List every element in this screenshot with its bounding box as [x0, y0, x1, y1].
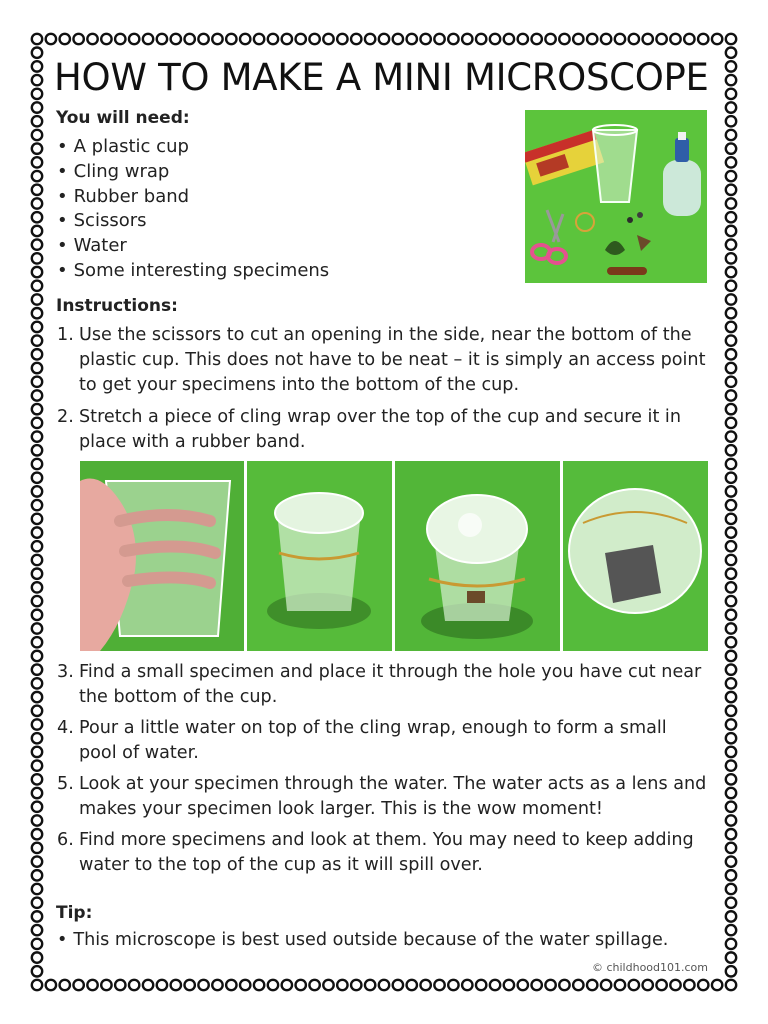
border-ring [32, 143, 42, 153]
border-ring [726, 856, 736, 866]
border-ring [282, 34, 292, 44]
border-ring [379, 34, 389, 44]
border-ring [226, 34, 236, 44]
border-ring [726, 692, 736, 702]
border-ring [60, 980, 70, 990]
border-ring [684, 34, 694, 44]
border-ring [32, 733, 42, 743]
border-ring [254, 34, 264, 44]
border-ring [268, 34, 278, 44]
border-ring [365, 34, 375, 44]
border-ring [462, 34, 472, 44]
tip-heading: Tip: [56, 903, 93, 923]
border-ring [559, 980, 569, 990]
border-ring [407, 34, 417, 44]
border-ring [32, 322, 42, 332]
border-ring [726, 966, 736, 976]
border-ring [129, 34, 139, 44]
border-ring [32, 980, 42, 990]
list-item [57, 828, 709, 878]
border-ring [32, 61, 42, 71]
border-ring [726, 267, 736, 277]
border-ring [601, 980, 611, 990]
border-ring [129, 980, 139, 990]
steps-list-a [57, 323, 709, 455]
border-ring [323, 980, 333, 990]
border-ring [712, 34, 722, 44]
border-ring [379, 980, 389, 990]
border-ring [87, 34, 97, 44]
step-number: 6. [57, 830, 74, 850]
rubber-band-photo [395, 461, 560, 651]
border-ring [73, 34, 83, 44]
border-ring [32, 349, 42, 359]
border-ring [476, 980, 486, 990]
border-ring [32, 541, 42, 551]
border-ring [32, 966, 42, 976]
border-ring [351, 34, 361, 44]
border-ring [32, 802, 42, 812]
border-ring [726, 171, 736, 181]
border-ring [32, 637, 42, 647]
border-ring [726, 815, 736, 825]
border-ring [32, 226, 42, 236]
border-ring [531, 34, 541, 44]
border-ring [726, 829, 736, 839]
border-ring [726, 582, 736, 592]
border-ring [32, 239, 42, 249]
border-ring [518, 980, 528, 990]
border-ring [448, 980, 458, 990]
border-ring [726, 898, 736, 908]
step-text: Find a small specimen and place it through the hole you have cut near the bottom of the cup. [79, 662, 702, 707]
border-ring [726, 48, 736, 58]
border-ring [32, 788, 42, 798]
border-ring [87, 980, 97, 990]
border-ring [629, 980, 639, 990]
border-ring [32, 815, 42, 825]
border-ring [32, 568, 42, 578]
border-ring [32, 527, 42, 537]
border-ring [726, 198, 736, 208]
border-ring [32, 514, 42, 524]
border-ring [143, 34, 153, 44]
border-ring [726, 34, 736, 44]
border-ring [268, 980, 278, 990]
list-item [57, 660, 709, 710]
list-item: • Rubber band [57, 185, 329, 210]
border-ring [726, 939, 736, 949]
border-ring [726, 623, 736, 633]
steps-list-b [57, 660, 709, 878]
border-ring [726, 500, 736, 510]
border-ring [32, 75, 42, 85]
border-ring [32, 171, 42, 181]
border-ring [726, 226, 736, 236]
border-ring [726, 253, 736, 263]
border-ring [32, 431, 42, 441]
border-ring [726, 418, 736, 428]
border-ring [726, 185, 736, 195]
list-item: • Water [57, 234, 329, 259]
border-ring [726, 335, 736, 345]
border-ring [434, 34, 444, 44]
border-ring [504, 34, 514, 44]
border-ring [32, 486, 42, 496]
border-ring [726, 75, 736, 85]
step-text: Pour a little water on top of the cling wrap, enough to form a small pool of water. [79, 718, 667, 763]
border-ring [726, 760, 736, 770]
border-ring [32, 939, 42, 949]
border-ring [46, 980, 56, 990]
border-ring [462, 980, 472, 990]
border-ring [726, 514, 736, 524]
border-ring [32, 335, 42, 345]
border-ring [726, 719, 736, 729]
border-ring [157, 980, 167, 990]
border-ring [254, 980, 264, 990]
border-ring [32, 377, 42, 387]
border-ring [726, 774, 736, 784]
border-ring [726, 281, 736, 291]
step-text: Find more specimens and look at them. You may need to keep adding water to the top of the cup as it will spill over. [79, 830, 694, 875]
border-ring [726, 568, 736, 578]
border-ring [587, 980, 597, 990]
list-item [57, 772, 709, 822]
border-ring [32, 898, 42, 908]
border-ring [726, 116, 736, 126]
border-ring [601, 34, 611, 44]
border-ring [212, 34, 222, 44]
border-ring [726, 445, 736, 455]
border-ring [643, 34, 653, 44]
border-ring [240, 34, 250, 44]
border-ring [656, 980, 666, 990]
list-item: • Cling wrap [57, 160, 329, 185]
border-ring [726, 239, 736, 249]
border-ring [726, 61, 736, 71]
border-ring [32, 623, 42, 633]
border-ring [73, 980, 83, 990]
border-ring [726, 678, 736, 688]
border-ring [726, 486, 736, 496]
border-ring [559, 34, 569, 44]
page-title: HOW TO MAKE A MINI MICROSCOPE [54, 56, 709, 99]
border-ring [32, 582, 42, 592]
step-number: 1. [57, 325, 74, 345]
materials-heading: You will need: [56, 108, 190, 128]
border-ring [726, 664, 736, 674]
border-ring [115, 980, 125, 990]
border-ring [726, 431, 736, 441]
border-ring [32, 116, 42, 126]
border-ring [46, 34, 56, 44]
border-ring [157, 34, 167, 44]
border-ring [337, 980, 347, 990]
border-ring [726, 925, 736, 935]
list-item: • Some interesting specimens [57, 259, 329, 284]
border-ring [32, 473, 42, 483]
border-ring [726, 322, 736, 332]
border-ring [337, 34, 347, 44]
border-ring [726, 308, 736, 318]
border-ring [726, 377, 736, 387]
border-ring [212, 980, 222, 990]
border-ring [726, 473, 736, 483]
step-number: 2. [57, 407, 74, 427]
border-ring [615, 980, 625, 990]
border-ring [726, 884, 736, 894]
border-ring [726, 637, 736, 647]
border-ring [32, 706, 42, 716]
materials-list [57, 135, 329, 284]
border-ring [32, 34, 42, 44]
list-item [57, 323, 709, 398]
border-ring [351, 980, 361, 990]
border-ring [504, 980, 514, 990]
border-ring [726, 541, 736, 551]
list-item [57, 716, 709, 766]
border-ring [643, 980, 653, 990]
border-ring [726, 596, 736, 606]
border-ring [365, 980, 375, 990]
border-ring [32, 48, 42, 58]
border-ring [518, 34, 528, 44]
tip-text: • This microscope is best used outside because of the water spillage. [57, 930, 668, 950]
border-ring [573, 980, 583, 990]
border-ring [726, 363, 736, 373]
border-ring [240, 980, 250, 990]
border-ring [32, 130, 42, 140]
border-ring [726, 527, 736, 537]
step-number: 3. [57, 662, 74, 682]
border-ring [726, 870, 736, 880]
step-text: Stretch a piece of cling wrap over the top of the cup and secure it in place with a rubber band. [79, 407, 681, 452]
border-ring [32, 870, 42, 880]
border-ring [726, 212, 736, 222]
border-ring [726, 843, 736, 853]
border-ring [726, 706, 736, 716]
border-ring [101, 34, 111, 44]
border-ring [712, 980, 722, 990]
border-ring [726, 349, 736, 359]
border-ring [698, 34, 708, 44]
border-ring [32, 952, 42, 962]
border-ring [726, 294, 736, 304]
border-ring [726, 651, 736, 661]
border-ring [698, 980, 708, 990]
border-ring [32, 610, 42, 620]
border-ring [726, 788, 736, 798]
border-ring [545, 34, 555, 44]
border-ring [726, 747, 736, 757]
border-ring [32, 678, 42, 688]
border-ring [32, 596, 42, 606]
border-ring [670, 34, 680, 44]
border-ring [143, 980, 153, 990]
border-ring [726, 157, 736, 167]
border-ring [32, 774, 42, 784]
border-ring [282, 980, 292, 990]
border-ring [726, 802, 736, 812]
border-ring [60, 34, 70, 44]
border-ring [171, 34, 181, 44]
border-ring [32, 253, 42, 263]
border-ring [656, 34, 666, 44]
copyright-credit: © childhood101.com [591, 961, 708, 974]
border-ring [32, 856, 42, 866]
border-ring [726, 733, 736, 743]
border-ring [32, 747, 42, 757]
border-ring [198, 34, 208, 44]
border-ring [32, 459, 42, 469]
border-ring [32, 692, 42, 702]
step-number: 5. [57, 774, 74, 794]
border-ring [32, 294, 42, 304]
border-ring [198, 980, 208, 990]
border-ring [726, 89, 736, 99]
border-ring [32, 89, 42, 99]
border-ring [309, 980, 319, 990]
border-ring [32, 925, 42, 935]
border-ring [32, 198, 42, 208]
border-ring [434, 980, 444, 990]
border-ring [684, 980, 694, 990]
cup-cut-photo [80, 461, 244, 651]
step-text: Look at your specimen through the water. The water acts as a lens and makes your specimen look larger. This is the wow moment! [79, 774, 707, 819]
border-ring [726, 102, 736, 112]
cling-wrap-photo [247, 461, 392, 651]
border-ring [393, 34, 403, 44]
border-ring [420, 980, 430, 990]
materials-photo [525, 110, 707, 283]
border-ring [726, 610, 736, 620]
border-ring [32, 911, 42, 921]
border-ring [32, 157, 42, 167]
border-ring [32, 212, 42, 222]
border-ring [670, 980, 680, 990]
border-ring [296, 980, 306, 990]
border-ring [32, 267, 42, 277]
step-number: 4. [57, 718, 74, 738]
border-ring [726, 390, 736, 400]
step-text: Use the scissors to cut an opening in the side, near the bottom of the plastic cup. This does not have to be neat – it is simply an access point to get your specimens into the bottom of the cup. [79, 325, 706, 395]
border-ring [32, 308, 42, 318]
instructions-heading: Instructions: [56, 296, 178, 316]
border-ring [32, 445, 42, 455]
border-ring [296, 34, 306, 44]
border-ring [726, 143, 736, 153]
border-ring [726, 911, 736, 921]
border-ring [393, 980, 403, 990]
border-ring [32, 185, 42, 195]
border-ring [490, 980, 500, 990]
list-item: • Scissors [57, 209, 329, 234]
list-item: • A plastic cup [57, 135, 329, 160]
border-ring [32, 102, 42, 112]
border-ring [490, 34, 500, 44]
border-ring [615, 34, 625, 44]
border-ring [32, 829, 42, 839]
border-ring [115, 34, 125, 44]
border-ring [32, 363, 42, 373]
border-ring [573, 34, 583, 44]
border-ring [32, 555, 42, 565]
border-ring [407, 980, 417, 990]
border-ring [32, 418, 42, 428]
border-ring [476, 34, 486, 44]
border-ring [226, 980, 236, 990]
border-ring [32, 281, 42, 291]
border-ring [32, 390, 42, 400]
border-ring [32, 664, 42, 674]
border-ring [531, 980, 541, 990]
list-item [57, 405, 709, 455]
border-ring [726, 980, 736, 990]
border-ring [323, 34, 333, 44]
border-ring [629, 34, 639, 44]
border-ring [32, 760, 42, 770]
border-ring [32, 843, 42, 853]
border-ring [32, 884, 42, 894]
border-ring [184, 980, 194, 990]
border-ring [32, 500, 42, 510]
border-ring [184, 34, 194, 44]
border-ring [726, 555, 736, 565]
border-ring [726, 952, 736, 962]
border-ring [587, 34, 597, 44]
border-ring [309, 34, 319, 44]
border-ring [726, 459, 736, 469]
border-ring [32, 404, 42, 414]
border-ring [420, 34, 430, 44]
border-ring [101, 980, 111, 990]
border-ring [726, 404, 736, 414]
border-ring [726, 130, 736, 140]
border-ring [545, 980, 555, 990]
water-lens-photo [563, 461, 708, 651]
border-ring [32, 651, 42, 661]
border-ring [448, 34, 458, 44]
border-ring [32, 719, 42, 729]
border-ring [171, 980, 181, 990]
